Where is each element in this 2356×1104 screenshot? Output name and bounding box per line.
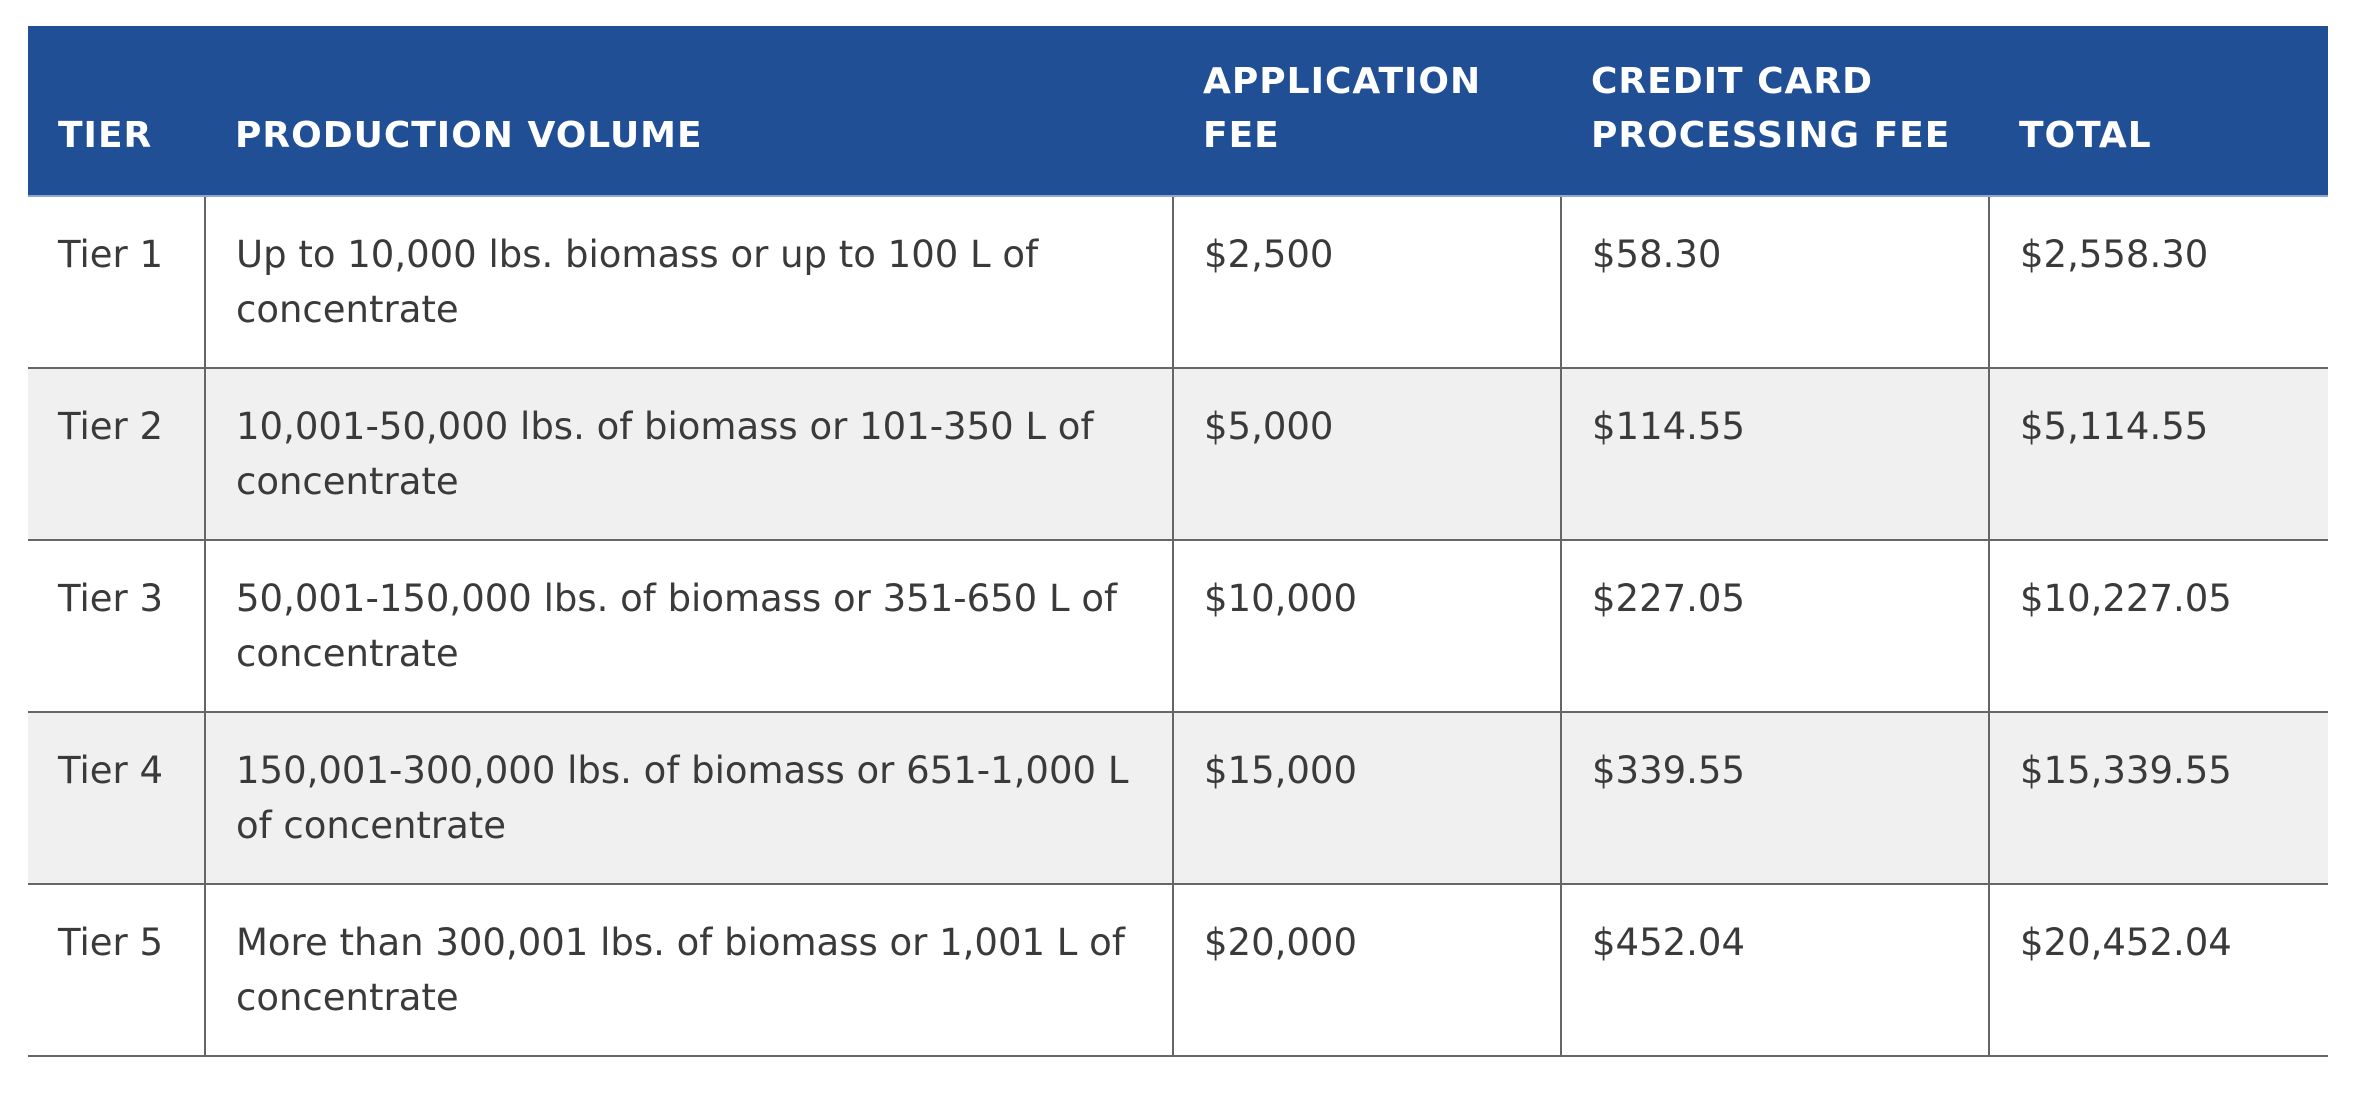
cell-processing-fee: $114.55 <box>1561 368 1989 540</box>
cell-processing-fee: $58.30 <box>1561 196 1989 368</box>
cell-application-fee: $10,000 <box>1173 540 1561 712</box>
cell-tier: Tier 3 <box>28 540 205 712</box>
cell-total: $15,339.55 <box>1989 712 2328 884</box>
table-row <box>28 196 2328 368</box>
fee-table <box>28 26 2328 1057</box>
cell-production-volume: 50,001-150,000 lbs. of biomass or 351-650 L of concentrate <box>205 540 1173 712</box>
table-header <box>28 26 2328 196</box>
header-tier: TIER <box>28 26 205 196</box>
header-credit-card-line1: CREDIT CARD <box>1591 61 1873 102</box>
header-credit-card-line2: PROCESSING FEE <box>1591 115 1951 156</box>
table-row <box>28 368 2328 540</box>
header-application-fee: APPLICATION FEE <box>1173 26 1561 196</box>
table-row <box>28 712 2328 884</box>
cell-total: $10,227.05 <box>1989 540 2328 712</box>
cell-total: $5,114.55 <box>1989 368 2328 540</box>
cell-production-volume: 10,001-50,000 lbs. of biomass or 101-350 L of concentrate <box>205 368 1173 540</box>
cell-tier: Tier 4 <box>28 712 205 884</box>
cell-application-fee: $20,000 <box>1173 884 1561 1056</box>
table-row <box>28 540 2328 712</box>
cell-production-volume: 150,001-300,000 lbs. of biomass or 651-1,000 L of concentrate <box>205 712 1173 884</box>
cell-total: $2,558.30 <box>1989 196 2328 368</box>
cell-processing-fee: $452.04 <box>1561 884 1989 1056</box>
cell-application-fee: $15,000 <box>1173 712 1561 884</box>
table-body <box>28 196 2328 1056</box>
cell-application-fee: $2,500 <box>1173 196 1561 368</box>
header-credit-card-processing-fee <box>1561 26 1989 196</box>
cell-tier: Tier 5 <box>28 884 205 1056</box>
cell-production-volume: More than 300,001 lbs. of biomass or 1,001 L of concentrate <box>205 884 1173 1056</box>
cell-tier: Tier 2 <box>28 368 205 540</box>
cell-processing-fee: $339.55 <box>1561 712 1989 884</box>
cell-tier: Tier 1 <box>28 196 205 368</box>
header-total: TOTAL <box>1989 26 2328 196</box>
cell-total: $20,452.04 <box>1989 884 2328 1056</box>
table-row <box>28 884 2328 1056</box>
header-row <box>28 26 2328 196</box>
header-production-volume: PRODUCTION VOLUME <box>205 26 1173 196</box>
cell-processing-fee: $227.05 <box>1561 540 1989 712</box>
cell-production-volume: Up to 10,000 lbs. biomass or up to 100 L of concentrate <box>205 196 1173 368</box>
cell-application-fee: $5,000 <box>1173 368 1561 540</box>
